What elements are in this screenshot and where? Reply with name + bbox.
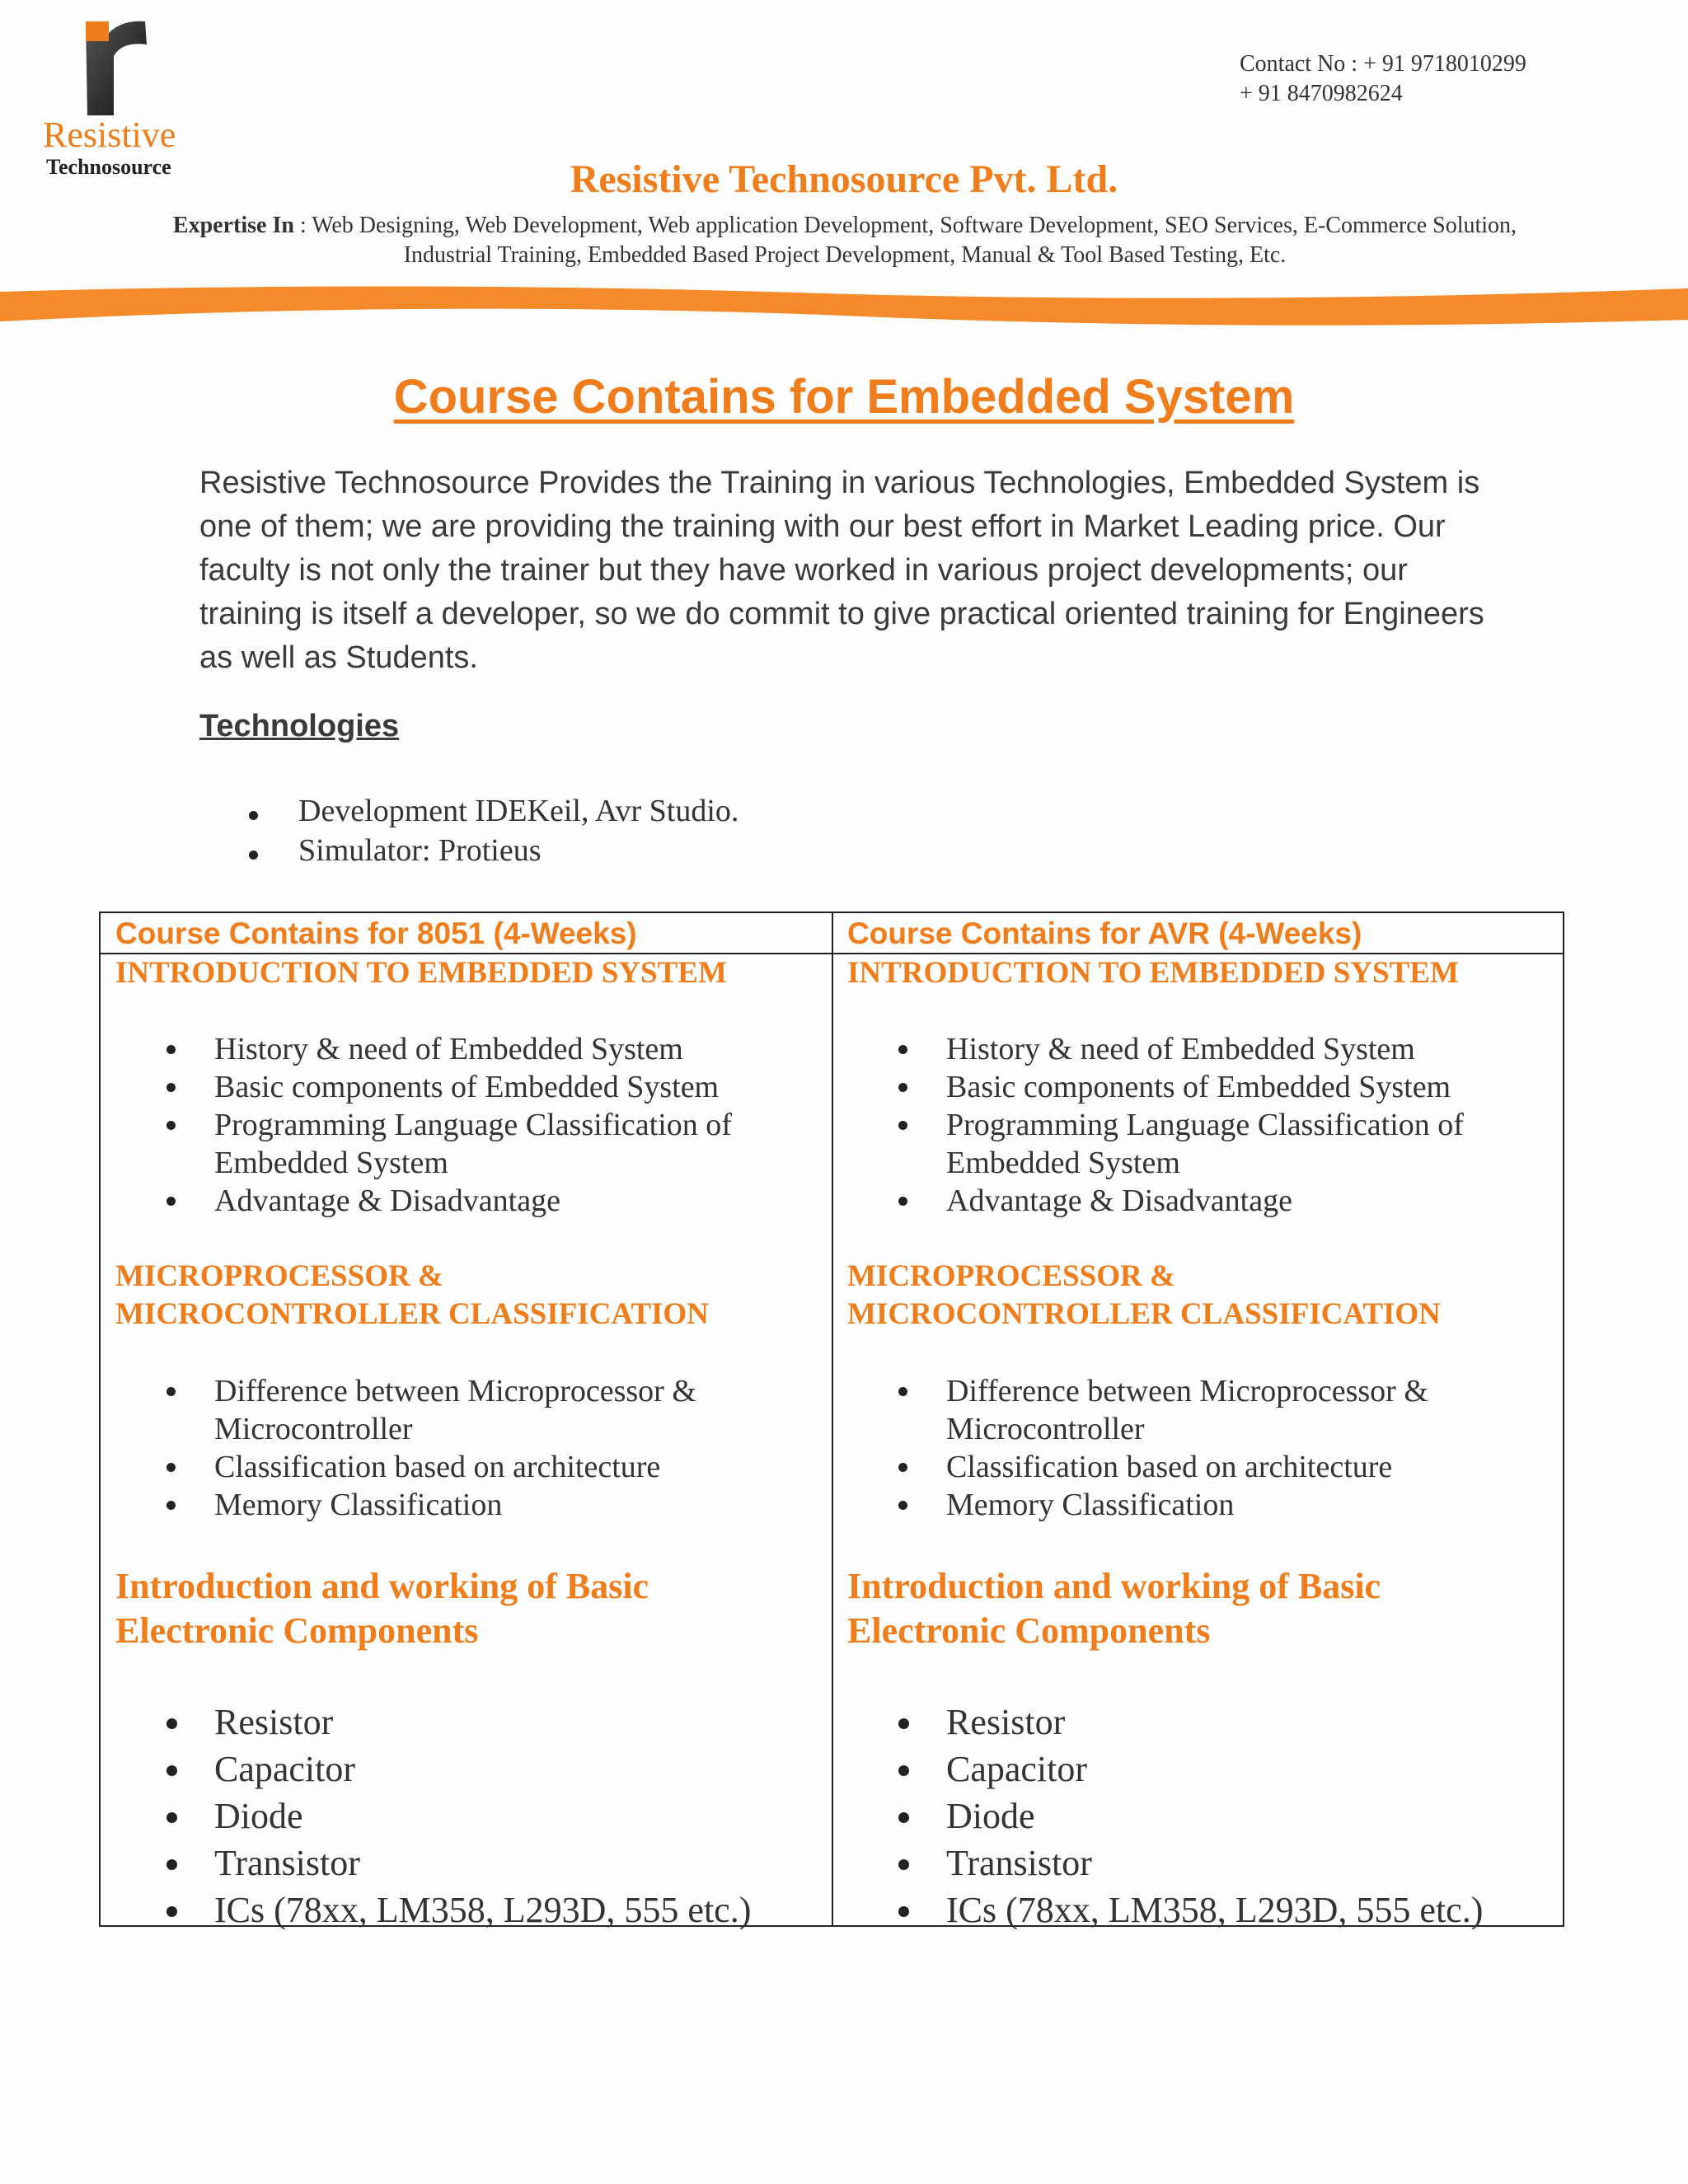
bullet-icon [898, 1045, 907, 1054]
list-item: Resistor [214, 1702, 334, 1742]
bullet-icon [166, 1387, 176, 1396]
section-heading: INTRODUCTION TO EMBEDDED SYSTEM [847, 956, 1459, 990]
contact-line-2: + 91 8470982624 [1240, 81, 1403, 106]
list-item: Capacitor [946, 1749, 1088, 1789]
list-item: Classification based on architecture [946, 1450, 1393, 1484]
bullet-icon [166, 1718, 177, 1729]
bullet-icon [898, 1083, 907, 1092]
list-item: Resistor [946, 1702, 1066, 1742]
bullet-icon [166, 1083, 176, 1092]
course-table [99, 912, 1564, 1930]
header-swoosh-divider [0, 272, 1688, 338]
bullet-icon [898, 1765, 909, 1776]
list-item: Transistor [214, 1843, 360, 1883]
list-item: History & need of Embedded System [214, 1032, 683, 1066]
bullet-icon [898, 1501, 907, 1510]
technologies-heading: Technologies [199, 709, 400, 743]
list-item: ICs (78xx, LM358, L293D, 555 etc.) [946, 1890, 1484, 1930]
list-item: ICs (78xx, LM358, L293D, 555 etc.) [214, 1890, 752, 1930]
list-item: Programming Language Classification of [214, 1108, 732, 1142]
course-column-8051 [101, 913, 832, 1930]
list-item: Diode [214, 1796, 303, 1836]
list-item-continuation: Embedded System [214, 1146, 448, 1180]
list-item: Simulator: Protieus [298, 833, 542, 868]
intro-paragraph: Resistive Technosource Provides the Training in various Technologies, Embedded System is one of them; we are providing the training with our best effort in Market Leading price. Our faculty is not only the trainer but they have worked in various project developments; our training is itself a developer, so we do commit to give practical oriented training for Engineers as well as Students. [199, 466, 1484, 675]
list-item: Basic components of Embedded System [214, 1070, 720, 1104]
column-title: Course Contains for 8051 (4-Weeks) [115, 916, 637, 950]
list-item: Advantage & Disadvantage [946, 1183, 1292, 1218]
list-item: Programming Language Classification of [946, 1108, 1464, 1142]
expertise-label: Expertise In [172, 213, 294, 238]
bullet-icon [898, 1197, 907, 1206]
section-heading: Electronic Components [115, 1610, 479, 1651]
list-item: Difference between Microprocessor & [946, 1374, 1428, 1408]
logo-subtitle: Technosource [46, 155, 171, 179]
logo-wordmark: Resistive [43, 115, 176, 155]
bullet-icon [898, 1812, 909, 1823]
expertise-text [25, 211, 1665, 270]
section-heading: MICROPROCESSOR & [847, 1259, 1175, 1293]
bullet-icon [166, 1121, 176, 1130]
bullet-icon [166, 1045, 176, 1054]
list-item: Capacitor [214, 1749, 356, 1789]
section-heading: MICROCONTROLLER CLASSIFICATION [847, 1297, 1441, 1331]
list-item: History & need of Embedded System [946, 1032, 1415, 1066]
bullet-icon [166, 1765, 177, 1776]
list-item: Classification based on architecture [214, 1450, 661, 1484]
contact-info [1240, 49, 1526, 109]
bullet-icon [249, 811, 258, 820]
list-item: Transistor [946, 1843, 1092, 1883]
section-heading: INTRODUCTION TO EMBEDDED SYSTEM [115, 956, 727, 990]
list-item: Development IDEKeil, Avr Studio. [298, 794, 739, 828]
bullet-icon [166, 1906, 177, 1917]
list-item-continuation: Microcontroller [214, 1412, 413, 1446]
bullet-icon [166, 1463, 176, 1472]
bullet-icon [166, 1859, 177, 1870]
bullet-icon [898, 1121, 907, 1130]
list-item: Diode [946, 1796, 1035, 1836]
logo-r-icon [81, 16, 155, 120]
section-heading: MICROPROCESSOR & [115, 1259, 443, 1293]
list-item: Memory Classification [214, 1488, 503, 1522]
section-heading: Introduction and working of Basic [847, 1566, 1381, 1606]
list-item-continuation: Embedded System [946, 1146, 1180, 1180]
bullet-icon [898, 1387, 907, 1396]
bullet-icon [898, 1463, 907, 1472]
section-heading: Introduction and working of Basic [115, 1566, 649, 1606]
section-heading: MICROCONTROLLER CLASSIFICATION [115, 1297, 709, 1331]
list-item-continuation: Microcontroller [946, 1412, 1145, 1446]
company-name: Resistive Technosource Pvt. Ltd. [570, 157, 1118, 201]
course-column-avr [832, 913, 1564, 1930]
expertise-line-2: Industrial Training, Embedded Based Project Development, Manual & Tool Based Testing, Etc. [403, 242, 1287, 268]
column-title: Course Contains for AVR (4-Weeks) [847, 916, 1362, 950]
contact-line-1: Contact No : + 91 9718010299 [1240, 51, 1526, 77]
list-item: Basic components of Embedded System [946, 1070, 1451, 1104]
bullet-icon [249, 851, 258, 860]
section-heading: Electronic Components [847, 1610, 1211, 1651]
list-item: Advantage & Disadvantage [214, 1183, 560, 1218]
bullet-icon [166, 1197, 176, 1206]
bullet-icon [166, 1812, 177, 1823]
bullet-icon [898, 1718, 909, 1729]
expertise-line-1: : Web Designing, Web Development, Web application Development, Software Development, SEO Services, E-Commerce Solution, [293, 213, 1517, 238]
document-title: Course Contains for Embedded System [393, 370, 1295, 424]
bullet-icon [166, 1501, 176, 1510]
list-item: Difference between Microprocessor & [214, 1374, 696, 1408]
bullet-icon [898, 1906, 909, 1917]
list-item: Memory Classification [946, 1488, 1235, 1522]
bullet-icon [898, 1859, 909, 1870]
